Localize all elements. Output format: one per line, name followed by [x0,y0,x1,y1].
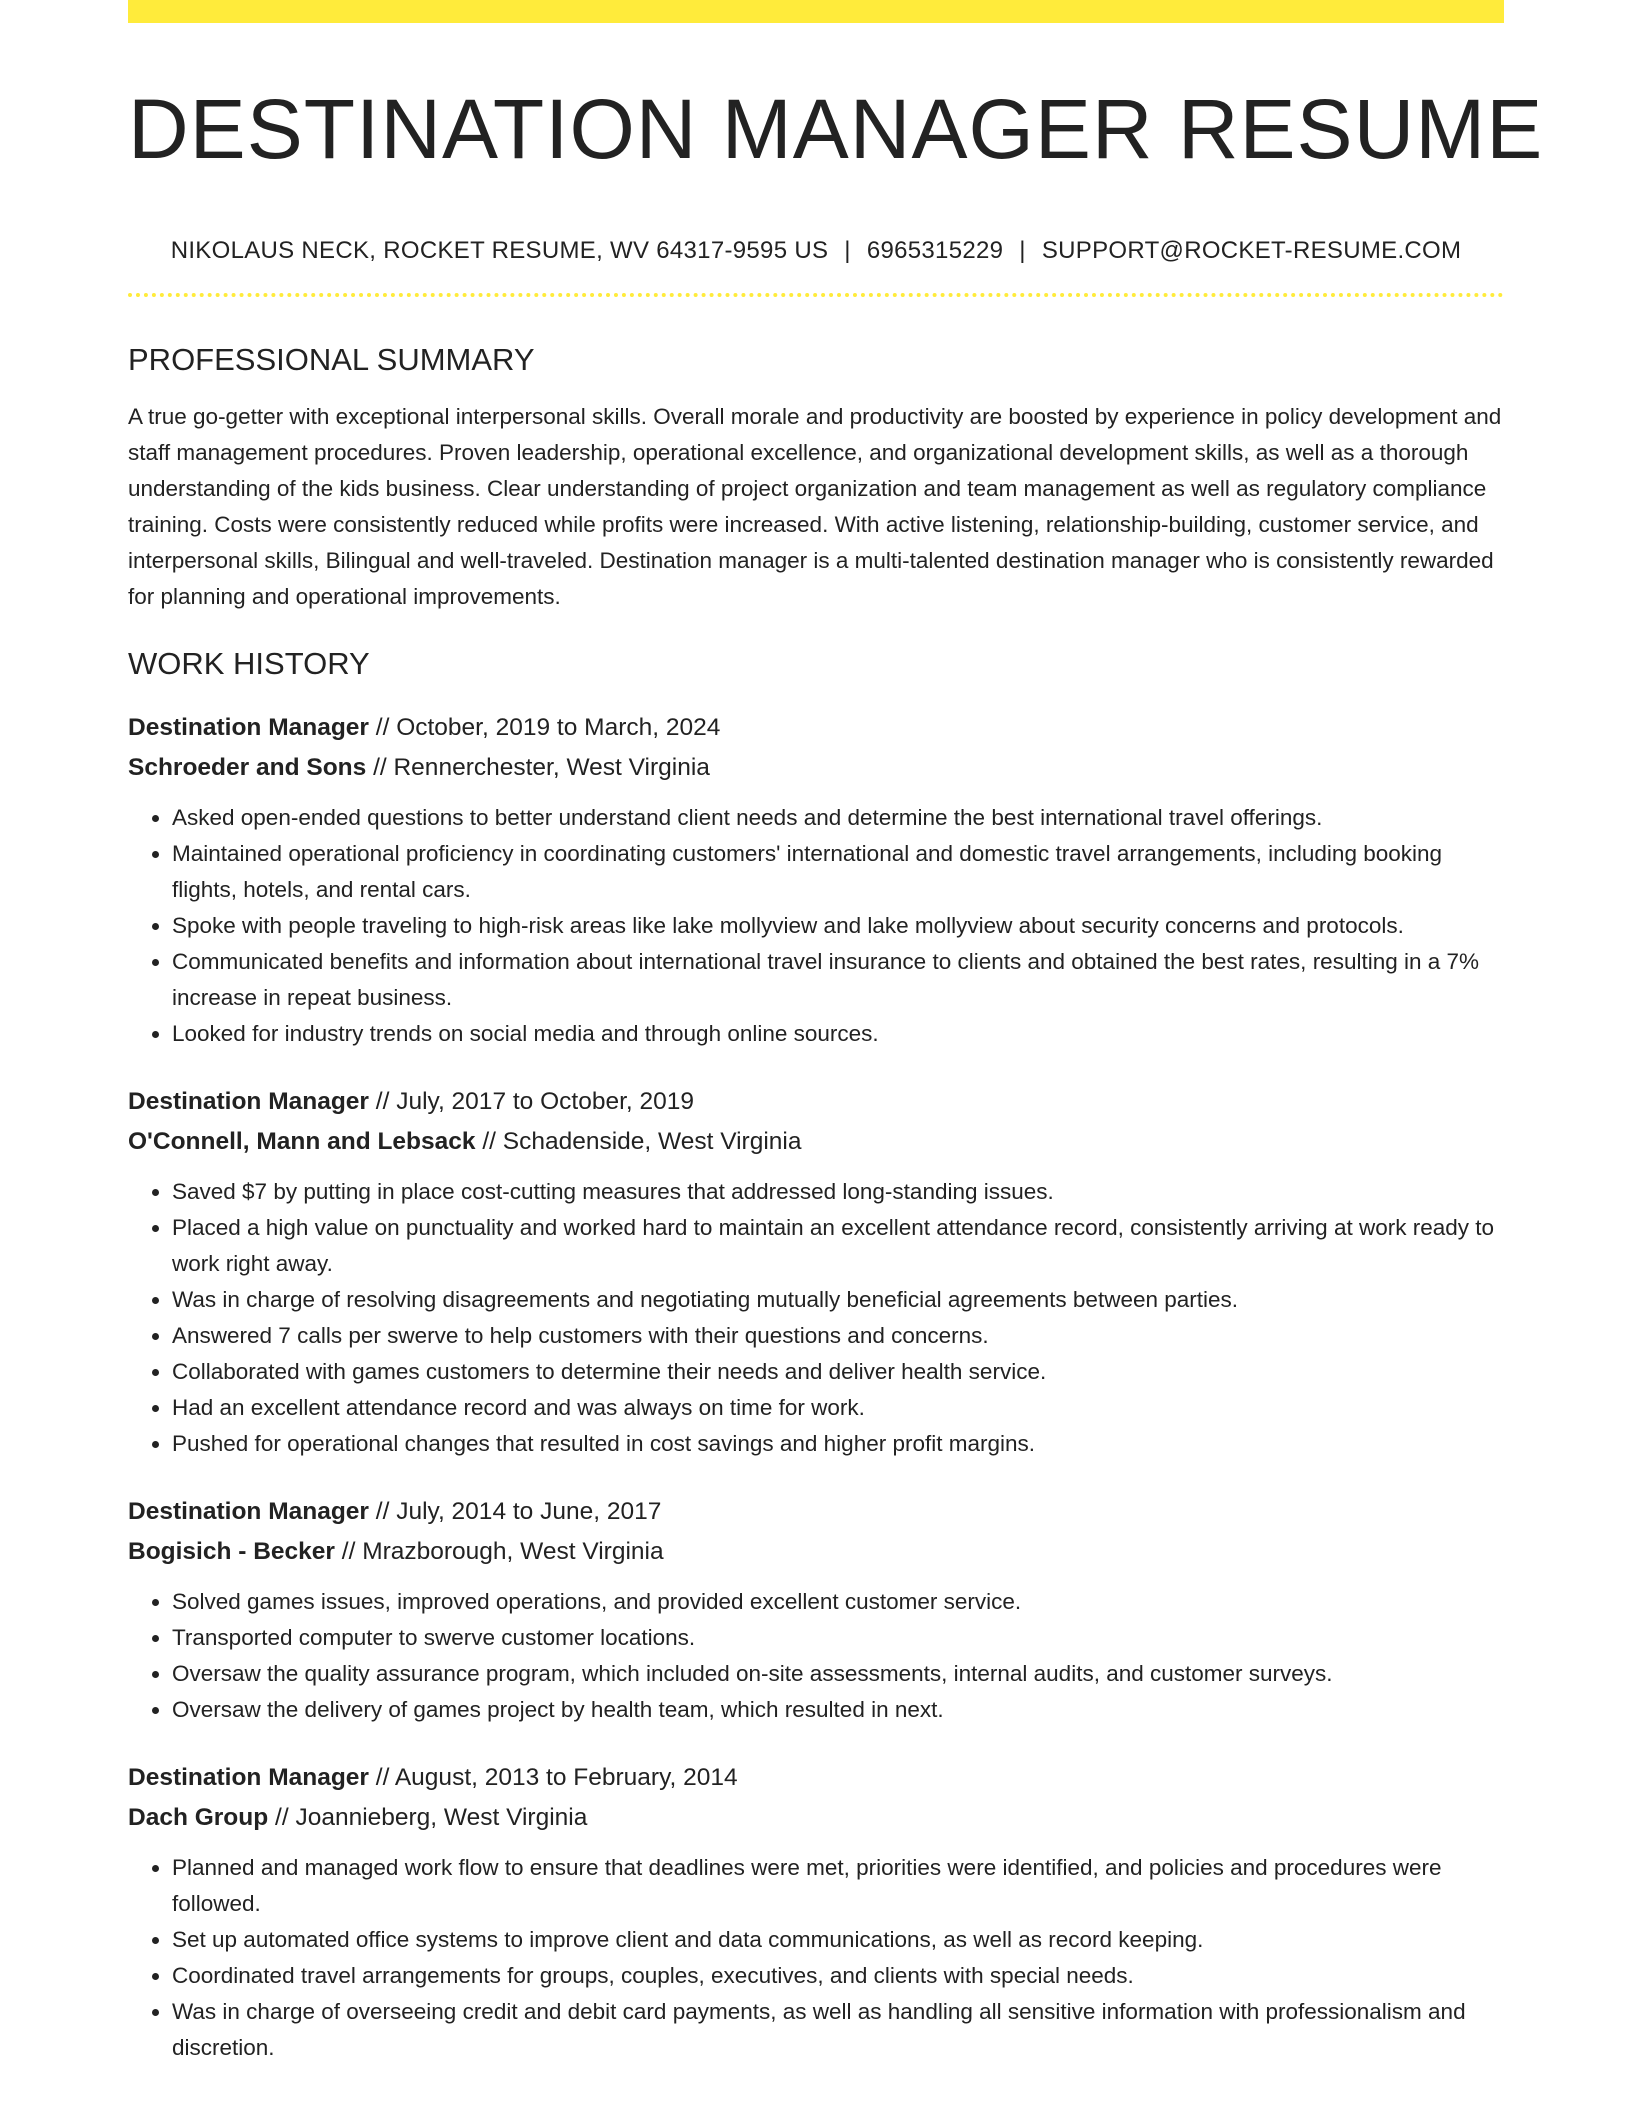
page-title: DESTINATION MANAGER RESUME [128,82,1544,176]
job-bullet: • Transported computer to swerve customer locations. [172,1620,1504,1656]
summary-heading: PROFESSIONAL SUMMARY [128,342,535,378]
job-bullet-list [128,1584,1504,1728]
job-company: Dach Group [128,1803,269,1831]
job-company: Bogisich - Becker [128,1537,335,1565]
work-history-list [128,708,1504,2066]
job-bullet: • Planned and managed work flow to ensure that deadlines were met, priorities were identified, and policies and procedures were followed. [172,1850,1504,1922]
contact-separator: | [1019,237,1026,265]
job-bullet: • Coordinated travel arrangements for groups, couples, executives, and clients with special needs. [172,1958,1504,1994]
job-location: // Mrazborough, West Virginia [334,1537,664,1565]
job-bullet: • Oversaw the quality assurance program, which included on-site assessments, internal audits, and customer surveys. [172,1656,1504,1692]
contact-line [128,237,1504,265]
job-bullet-list [128,800,1504,1052]
contact-email: SUPPORT@ROCKET-RESUME.COM [1041,237,1462,265]
job-title-line [128,1758,1504,1798]
job-bullet: • Placed a high value on punctuality and worked hard to maintain an excellent attendance record, consistently arriving at work ready to work right away. [172,1210,1504,1282]
job-title-line [128,1492,1504,1532]
job-bullet: • Oversaw the delivery of games project by health team, which resulted in next. [172,1692,1504,1728]
summary-text: A true go-getter with exceptional interpersonal skills. Overall morale and productivity are boosted by experience in policy development and staff management procedures. Proven leadership, operational excellence, and organizational development skills, as well as a thorough understanding of the kids business. Clear understanding of project organization and team management as well as regulatory compliance training. Costs were consistently reduced while profits were increased. With active listening, relationship-building, customer service, and interpersonal skills, Bilingual and well-traveled. Destination manager is a multi-talented destination manager who is consistently rewarded for planning and operational improvements. [128,403,1502,609]
job-bullet: • Saved $7 by putting in place cost-cutting measures that addressed long-standing issues. [172,1174,1504,1210]
job-title: Destination Manager [128,1763,369,1791]
job-bullet: • Communicated benefits and information about international travel insurance to clients and obtained the best rates, resulting in a 7% increase in repeat business. [172,944,1504,1016]
job-location: // Schadenside, West Virginia [475,1127,802,1155]
accent-top-bar [128,0,1504,23]
job-company: Schroeder and Sons [128,753,367,781]
contact-separator: | [844,237,851,265]
job-company-line [128,1122,1504,1162]
job-entry [128,1492,1504,1728]
job-bullet: • Maintained operational proficiency in coordinating customers' international and domestic travel arrangements, including booking flights, hotels, and rental cars. [172,836,1504,908]
job-bullet: • Collaborated with games customers to determine their needs and deliver health service. [172,1354,1504,1390]
job-bullet: • Asked open-ended questions to better understand client needs and determine the best international travel offerings. [172,800,1504,836]
job-title: Destination Manager [128,1087,369,1115]
job-bullet: • Solved games issues, improved operations, and provided excellent customer service. [172,1584,1504,1620]
contact-phone: 6965315229 [866,237,1004,265]
job-company-line [128,1798,1504,1838]
job-bullet-list [128,1174,1504,1462]
job-bullet: • Answered 7 calls per swerve to help customers with their questions and concerns. [172,1318,1504,1354]
job-entry [128,708,1504,1052]
job-bullet: • Set up automated office systems to improve client and data communications, as well as record keeping. [172,1922,1504,1958]
dotted-divider [128,293,1504,297]
job-company-line [128,748,1504,788]
job-location: // Joannieberg, West Virginia [268,1803,588,1831]
job-company-line [128,1532,1504,1572]
job-bullet: • Was in charge of resolving disagreements and negotiating mutually beneficial agreements between parties. [172,1282,1504,1318]
job-bullet-list [128,1850,1504,2066]
contact-address: NIKOLAUS NECK, ROCKET RESUME, WV 64317-9595 US [170,237,829,265]
work-history-heading: WORK HISTORY [128,645,370,681]
job-dates: // July, 2017 to October, 2019 [368,1087,695,1115]
job-bullet: • Looked for industry trends on social media and through online sources. [172,1016,1504,1052]
job-entry [128,1758,1504,2066]
job-company: O'Connell, Mann and Lebsack [128,1127,476,1155]
job-dates: // August, 2013 to February, 2014 [368,1763,738,1791]
job-dates: // July, 2014 to June, 2017 [368,1497,662,1525]
job-bullet: • Pushed for operational changes that resulted in cost savings and higher profit margins. [172,1426,1504,1462]
job-title: Destination Manager [128,1497,369,1525]
job-bullet: • Was in charge of overseeing credit and debit card payments, as well as handling all sensitive information with professionalism and discretion. [172,1994,1504,2066]
job-title-line [128,708,1504,748]
job-bullet: • Spoke with people traveling to high-risk areas like lake mollyview and lake mollyview about security concerns and protocols. [172,908,1504,944]
resume-page [128,0,1544,2066]
job-title-line [128,1082,1504,1122]
job-location: // Rennerchester, West Virginia [366,753,710,781]
job-bullet: • Had an excellent attendance record and was always on time for work. [172,1390,1504,1426]
job-title: Destination Manager [128,713,369,741]
job-dates: // October, 2019 to March, 2024 [368,713,721,741]
job-entry [128,1082,1504,1462]
